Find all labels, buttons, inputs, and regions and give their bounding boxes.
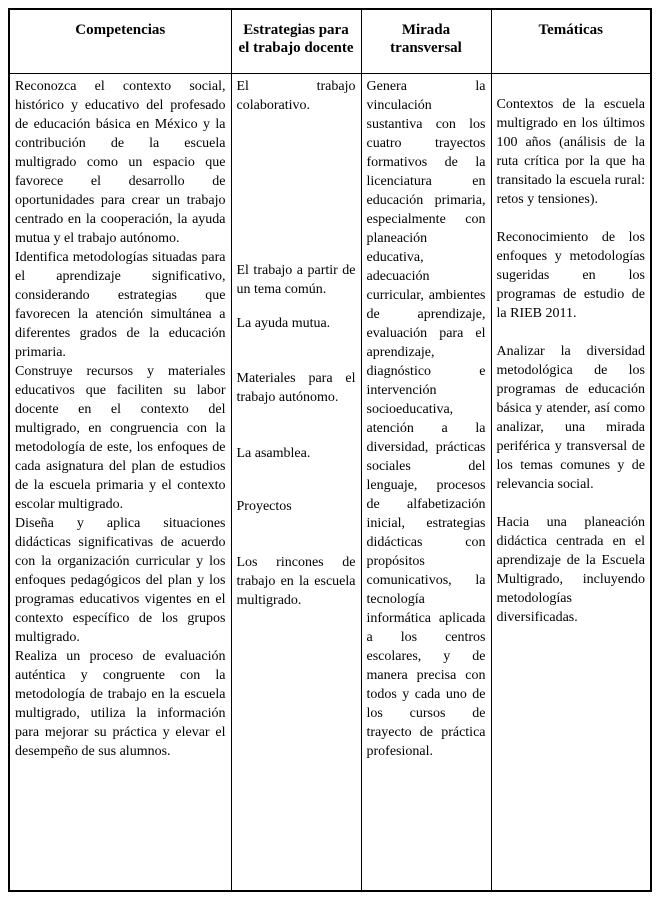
- estrategia-item-7: Los rincones de trabajo en la escuela multigrado.: [236, 554, 356, 608]
- cell-competencias: [9, 73, 231, 891]
- estrategia-item-5: La asamblea.: [236, 445, 311, 461]
- cell-tematicas: [491, 73, 651, 891]
- header-row: [9, 9, 651, 73]
- estrategia-item-1: El trabajo colaborativo.: [236, 78, 356, 113]
- estrategia-item-6: Proyectos: [236, 498, 292, 514]
- competencias-paragraph-5: Realiza un proceso de evaluación auténtica y congruente con la metodología de trabajo en la escuela multigrado, utiliza la información para mejorar su práctica y elevar el desempeño de sus alumnos.: [15, 648, 226, 759]
- tematica-paragraph-1: Contextos de la escuela multigrado en los últimos 100 años (análisis de la ruta crítica por la que ha transitado la escuela rural: retos y tensiones).: [496, 96, 645, 207]
- competencias-paragraph-2: Identifica metodologías situadas para el aprendizaje significativo, considerando estrategias que favorecen la atención simultánea a diferentes grados de la educación primaria.: [15, 249, 226, 360]
- body-row: [9, 73, 651, 891]
- tematica-paragraph-4: Hacia una planeación didáctica centrada en el aprendizaje de la Escuela Multigrado, incluyendo metodologías diversificadas.: [496, 514, 645, 625]
- cell-estrategias: [231, 73, 361, 891]
- estrategia-item-3: La ayuda mutua.: [236, 315, 331, 331]
- estrategia-item-2: El trabajo a partir de un tema común.: [236, 262, 356, 297]
- competencias-paragraph-4: Diseña y aplica situaciones didácticas significativas de acuerdo con la organización curricular y los enfoques pedagógicos del plan y los programas educativos vigentes en el contexto específico de los grupos multigrado.: [15, 515, 226, 645]
- tematica-paragraph-2: Reconocimiento de los enfoques y metodologías sugeridas en los programas de estudio de la RIEB 2011.: [496, 229, 645, 321]
- column-header-estrategias: Estrategias para el trabajo docente: [231, 9, 361, 73]
- column-header-competencias: Competencias: [9, 9, 231, 73]
- estrategia-item-4: Materiales para el trabajo autónomo.: [236, 370, 356, 405]
- curriculum-table: [8, 8, 652, 892]
- column-header-tematicas: Temáticas: [491, 9, 651, 73]
- column-header-mirada-transversal: Mirada transversal: [361, 9, 491, 73]
- mirada-transversal-text: Genera la vinculación sustantiva con los cuatro trayectos formativos de la licenciatura en educación primaria, especialmente con planeación educativa, adecuación curricular, ambientes de aprendizaje, evaluación para el aprendizaje, diagnóstico e intervención socioeducativa, atención a la diversidad, prácticas sociales del lenguaje, procesos de alfabetización inicial, estrategias didácticas con propósitos comunicativos, la tecnología informática aplicada a los centros escolares, y de manera precisa con todos y cada uno de los cursos de trayecto de práctica profesional.: [366, 78, 486, 759]
- competencias-paragraph-3: Construye recursos y materiales educativos que faciliten su labor docente en el contexto del multigrado, en congruencia con la metodología de este, los enfoques de cada asignatura del plan de estudios de la escuela primaria y el contexto escolar multigrado.: [15, 363, 226, 512]
- cell-mirada-transversal: [361, 73, 491, 891]
- tematica-paragraph-3: Analizar la diversidad metodológica de los programas de educación básica y atender, así como analizar, una mirada periférica y transversal de los temas comunes y de relevancia social.: [496, 343, 645, 492]
- competencias-paragraph-1: Reconozca el contexto social, histórico y educativo del profesado de educación básica en México y la contribución de la escuela multigrado como un espacio que favorece el desarrollo de oportunidades para crear un trabajo centrado en la cooperación, la ayuda mutua y el trabajo autónomo.: [15, 78, 226, 246]
